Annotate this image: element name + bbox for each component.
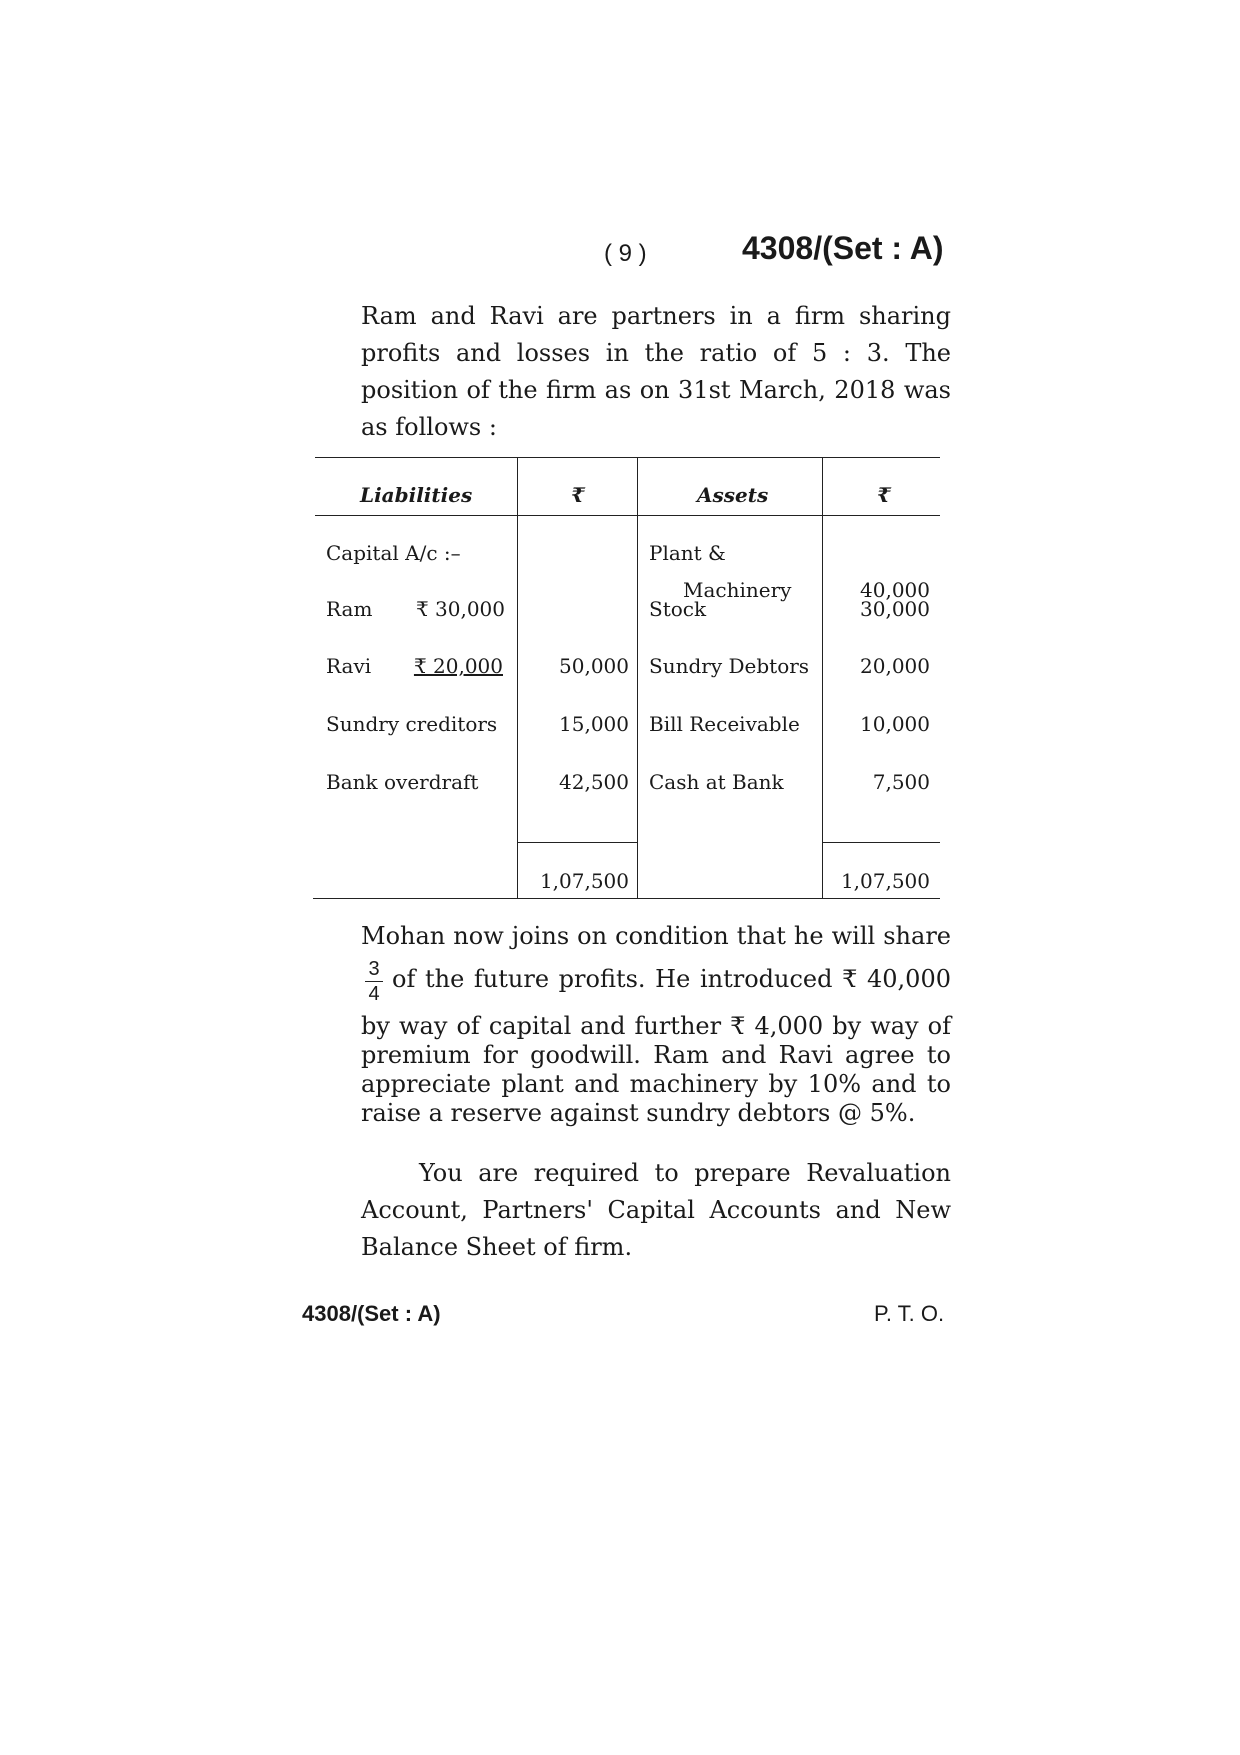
stock-label: Stock xyxy=(649,597,707,621)
paper-code-header: 4308/(Set : A) xyxy=(742,230,944,266)
column-divider xyxy=(637,457,638,899)
table-header-rule xyxy=(315,515,940,516)
header-assets: Assets xyxy=(697,483,769,507)
intro-line: profits and losses in the ratio of 5 : 3. The xyxy=(361,339,951,367)
cash-label: Cash at Bank xyxy=(649,770,784,794)
intro-line: as follows : xyxy=(361,413,497,441)
intro-line: Ram and Ravi are partners in a firm sharing xyxy=(361,302,951,330)
header-liabilities: Liabilities xyxy=(360,483,473,507)
overdraft-amount: 42,500 xyxy=(559,770,629,794)
plant-amount: 40,000 xyxy=(860,578,930,602)
overdraft-label: Bank overdraft xyxy=(326,770,479,794)
page-number: ( 9 ) xyxy=(604,240,647,267)
liabilities-total: 1,07,500 xyxy=(539,869,629,893)
requirement xyxy=(361,1155,951,1266)
bills-label: Bill Receivable xyxy=(649,712,800,736)
ravi-label: Ravi xyxy=(326,654,372,678)
cash-amount: 7,500 xyxy=(872,770,930,794)
requirement-line: You are required to prepare Revaluation xyxy=(419,1159,951,1187)
requirement-line: Balance Sheet of firm. xyxy=(361,1233,633,1261)
mohan-line: premium for goodwill. Ram and Ravi agree to xyxy=(361,1041,951,1069)
capital-total: 50,000 xyxy=(559,654,629,678)
mohan-line: by way of capital and further ₹ 4,000 by way of xyxy=(361,1012,951,1040)
assets-total-rule xyxy=(822,842,940,843)
mohan-line: raise a reserve against sundry debtors @ 5%. xyxy=(361,1099,916,1127)
fraction-bar xyxy=(365,981,383,982)
table-top-rule xyxy=(315,457,940,458)
machinery-label: Machinery xyxy=(683,578,792,602)
intro-line: position of the firm as on 31st March, 2018 was xyxy=(361,376,951,404)
ravi-capital: ₹ 20,000 xyxy=(413,654,503,678)
assets-total: 1,07,500 xyxy=(840,869,930,893)
plant-label: Plant & xyxy=(649,541,726,565)
column-divider xyxy=(822,457,823,899)
mohan-conditions xyxy=(361,1012,951,1128)
bills-amount: 10,000 xyxy=(860,712,930,736)
header-rupee-2: ₹ xyxy=(877,483,891,507)
fraction-numerator: 3 xyxy=(368,958,380,980)
ram-capital: ₹ 30,000 xyxy=(415,597,505,621)
mohan-line: appreciate plant and machinery by 10% and to xyxy=(361,1070,951,1098)
fraction-three-quarters xyxy=(365,958,383,1005)
creditors-amount: 15,000 xyxy=(559,712,629,736)
creditors-label: Sundry creditors xyxy=(326,712,498,736)
mohan-line-2: of the future profits. He introduced ₹ 40,000 xyxy=(392,965,951,993)
capital-label: Capital A/c :– xyxy=(326,541,461,565)
question-intro xyxy=(361,298,951,446)
liabilities-total-rule xyxy=(517,842,637,843)
paper-code-footer: 4308/(Set : A) xyxy=(302,1301,441,1326)
please-turn-over: P. T. O. xyxy=(874,1301,945,1326)
requirement-first-line xyxy=(361,1155,951,1192)
requirement-line: Account, Partners' Capital Accounts and New xyxy=(361,1196,951,1224)
header-rupee-1: ₹ xyxy=(571,483,585,507)
stock-amount: 30,000 xyxy=(860,597,930,621)
fraction-denominator: 4 xyxy=(368,983,380,1005)
mohan-line-1: Mohan now joins on condition that he will share xyxy=(361,922,951,950)
table-bottom-rule xyxy=(313,898,940,899)
debtors-amount: 20,000 xyxy=(860,654,930,678)
ram-label: Ram xyxy=(326,597,373,621)
balance-sheet-table xyxy=(313,457,941,899)
column-divider xyxy=(517,457,518,899)
debtors-label: Sundry Debtors xyxy=(649,654,810,678)
